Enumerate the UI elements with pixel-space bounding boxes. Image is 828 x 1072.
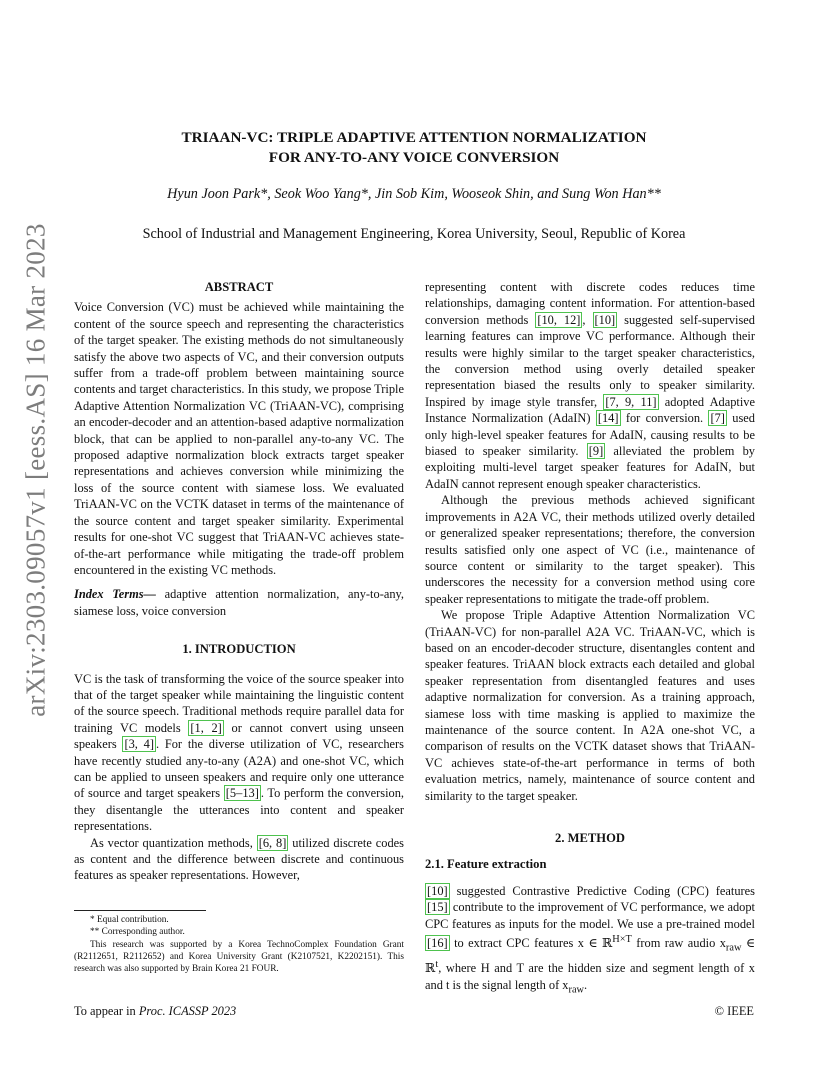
intro-paragraph-2-start: As vector quantization methods, [6, 8] utilized discrete codes as content and the difference between discrete and continuous features as speaker representations. However,	[74, 835, 404, 883]
index-terms-label: Index Terms—	[74, 587, 156, 602]
paper-title	[0, 128, 828, 168]
section-1-heading: 1. INTRODUCTION	[182, 642, 296, 657]
affiliation: School of Industrial and Management Engineering, Korea University, Seoul, Republic of Korea	[142, 226, 686, 242]
section-2-heading: 2. METHOD	[555, 831, 625, 845]
footnote-rule	[74, 910, 206, 911]
citation-link[interactable]: [10]	[427, 883, 448, 898]
citation-link[interactable]: [15]	[427, 900, 448, 915]
left-column	[74, 279, 404, 884]
subsection-2-1-heading: 2.1. Feature extraction	[425, 857, 547, 872]
arxiv-identifier-stamp: arXiv:2303.09057v1 [eess.AS] 16 Mar 2023	[20, 223, 51, 717]
citation-link[interactable]: [5–13]	[225, 786, 259, 801]
citation-link[interactable]: [16]	[427, 936, 448, 951]
citation-link[interactable]: [10]	[594, 312, 616, 327]
intro-paragraph-4: We propose Triple Adaptive Attention Normalization VC (TriAAN-VC) for non-parallel A2A VC. TriAAN-VC, which is based on an encoder-decoder structure, disentangles content and speaker features. TriAAN block extracts each detailed and global speaker representation from disentangled features and uses adaptive normalization for conversion. As a training approach, siamese loss with time masking is applied to maximize the maintenance of the source content. In A2A one-shot VC, a comparison of results on the VCTK dataset shows that TriAAN-VC achieves state-of-the-art performance in terms of both evaluation metrics, namely, maintenance of source content and similarity to the target speaker.	[425, 608, 755, 803]
footnote-equal-contribution: * Equal contribution.	[90, 915, 169, 925]
author-list: Hyun Joon Park*, Seok Woo Yang*, Jin Sob Kim, Wooseok Shin, and Sung Won Han**	[167, 186, 661, 202]
citation-link[interactable]: [6, 8]	[258, 835, 287, 850]
abstract-text: Voice Conversion (VC) must be achieved while maintaining the content of the source speech and representing the characteristics of the target speaker. The existing methods do not simultaneously satisfy the above two aspects of VC, and their conversion outputs suffer from a trade-off problem between maintaining source contents and target characteristics. In this study, we propose Triple Adaptive Attention Normalization VC (TriAAN-VC), comprising an encoder-decoder and an attention-based adaptive normalization block, that can be applied to non-parallel any-to-any VC. The proposed adaptive normalization block extracts target speaker representations and achieves conversion while minimizing the loss of the source content with siamese loss. We evaluated TriAAN-VC on the VCTK dataset in terms of the maintenance of the source content and target speaker similarity. Experimental results for one-shot VC suggest that TriAAN-VC achieves state-of-the-art performance while mitigating the trade-off problem encountered in the existing VC methods.	[74, 300, 404, 577]
citation-link[interactable]: [3, 4]	[124, 737, 154, 752]
feature-extraction-paragraph: [10] suggested Contrastive Predictive Coding (CPC) features [15] contribute to the improvement of VC performance, we adopt CPC features as inputs for the model. We use a pre-trained model [16] to extract CPC features x ∈ ℝ$^{H\times T}$ from raw audio $x_{raw}$ ∈ ℝ$^t$, where H and T are the hidden size and segment length of x and t is the signal length of $x_{raw}$.	[425, 883, 755, 996]
citation-link[interactable]: [9]	[588, 444, 604, 459]
footnote-funding: This research was supported by a Korea TechnoComplex Foundation Grant (R2112651, R2112652) and Korea University Grant (K2107521, K2202151). This research was also supported by Brain Korea 21 FOUR.	[74, 939, 404, 975]
abstract-heading: ABSTRACT	[204, 280, 274, 294]
title-line-2: FOR ANY-TO-ANY VOICE CONVERSION	[268, 149, 560, 166]
index-terms	[74, 586, 404, 619]
citation-link[interactable]: [1, 2]	[190, 720, 222, 735]
footnotes	[74, 914, 404, 975]
citation-link[interactable]: [10, 12]	[537, 312, 581, 327]
intro-paragraph-1: VC is the task of transforming the voice of the source speaker into that of the target speaker while maintaining the linguistic content of the source speech. Traditional methods require parallel data for training VC models [1, 2] or cannot convert using unseen speakers [3, 4] . For the diverse utilization of VC, researchers have recently studied any-to-any (A2A) and one-shot VC, which can be applied to unseen speakers and require only one utterance of source and target speakers [5–13] . To perform the conversion, they disentangle the utterances into content and speaker representations.	[74, 671, 405, 834]
footer-copyright: © IEEE	[714, 1004, 754, 1018]
right-column	[425, 279, 755, 998]
intro-paragraph-3: Although the previous methods achieved significant improvements in A2A VC, their methods utilized overly detailed or generalized speaker representations; therefore, the conversion results satisfied only one aspect of VC (i.e., maintenance of source content or similarity to the target speaker). This underscores the necessity for a conversion method using core speaker representations to mitigate the trade-off problem.	[425, 493, 755, 606]
footer-venue: To appear in Proc. ICASSP 2023	[74, 1004, 237, 1018]
intro-paragraph-2-continued: representing content with discrete codes reduces time relationships, damaging content information. For attention-based conversion methods [10, 12] , [10] suggested self-supervised learning features can improve VC performance. Although their results were highly similar to the target speaker characteristics, the conversion method using overly detailed speaker representation biased the results only to speaker similarity. Inspired by image style transfer, [7, 9, 11] adopted Adaptive Instance Normalization (AdaIN) [14] for conversion. [7] used only high-level speaker features for AdaIN, causing results to be biased to speaker similarity. [9] alleviated the problem by exploiting multi-level target speaker features for AdaIN, but AdaIN cannot represent enough speaker characteristics.	[425, 280, 756, 491]
footnote-corresponding-author: ** Corresponding author.	[90, 927, 185, 938]
title-line-1: TRIAAN-VC: TRIPLE ADAPTIVE ATTENTION NORMALIZATION	[181, 129, 647, 146]
citation-link[interactable]: [7]	[710, 411, 725, 426]
index-terms-text: adaptive attention normalization, any-to-any, siamese loss, voice conversion	[74, 587, 405, 618]
citation-link[interactable]: [7, 9, 11]	[605, 394, 657, 409]
citation-link[interactable]: [14]	[597, 411, 619, 426]
